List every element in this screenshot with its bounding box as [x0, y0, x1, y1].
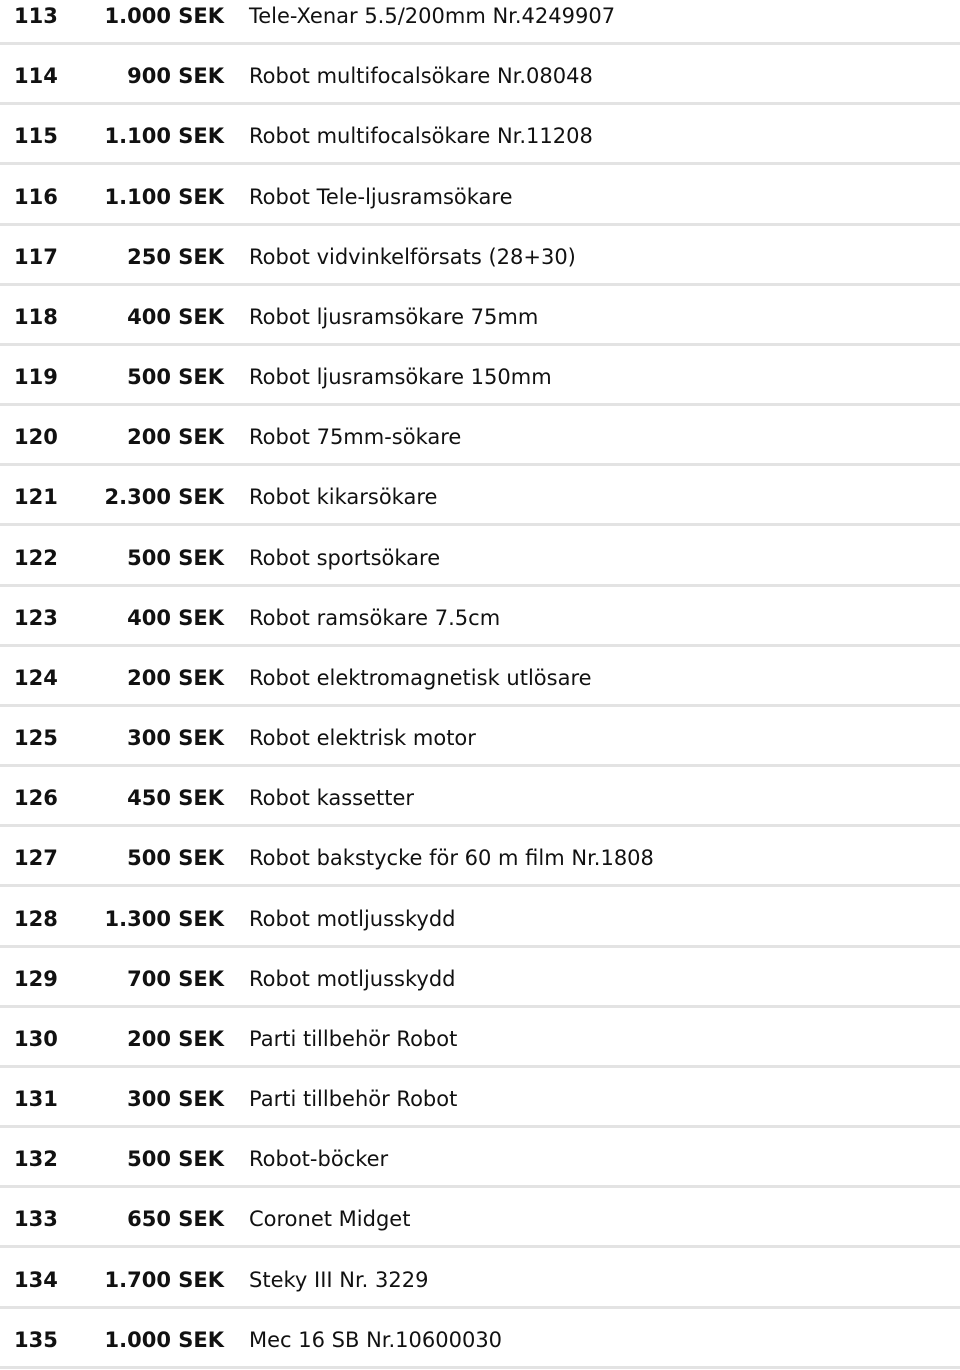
- lot-description: Parti tillbehör Robot: [249, 1087, 458, 1112]
- lot-price: 700 SEK: [127, 966, 224, 991]
- lot-description: Robot multifocalsökare Nr.11208: [249, 124, 593, 149]
- lot-row: [0, 466, 960, 526]
- lot-description: Tele-Xenar 5.5/200mm Nr.4249907: [249, 4, 616, 28]
- lot-row: [0, 707, 960, 767]
- lot-number: 124: [14, 665, 58, 690]
- lot-price: 300 SEK: [127, 726, 224, 751]
- lot-number: 132: [14, 1147, 58, 1172]
- lot-number: 129: [14, 966, 58, 991]
- lot-number: 127: [14, 846, 58, 871]
- lot-description: Robot motljusskydd: [249, 906, 456, 931]
- lot-description: Parti tillbehör Robot: [249, 1026, 458, 1051]
- lot-row: [0, 286, 960, 346]
- lot-row: [0, 948, 960, 1008]
- lot-row: [0, 587, 960, 647]
- lot-description: Mec 16 SB Nr.10600030: [249, 1327, 503, 1352]
- lot-row: [0, 647, 960, 707]
- lot-number: 120: [14, 425, 58, 450]
- lot-number: 114: [14, 64, 58, 89]
- lot-row: [0, 1188, 960, 1248]
- lot-number: 135: [14, 1327, 58, 1352]
- lot-description: Robot multifocalsökare Nr.08048: [249, 64, 593, 89]
- lot-price: 1.700 SEK: [104, 1267, 224, 1292]
- lot-description: Steky III Nr. 3229: [249, 1267, 429, 1292]
- lot-number: 126: [14, 786, 58, 811]
- lot-number: 118: [14, 304, 58, 329]
- lot-price: 450 SEK: [127, 786, 224, 811]
- lot-number: 123: [14, 605, 58, 630]
- lot-row: [0, 1068, 960, 1128]
- lot-price: 200 SEK: [127, 425, 224, 450]
- lot-row: [0, 887, 960, 947]
- lot-number: 121: [14, 485, 58, 510]
- lot-number: 133: [14, 1207, 58, 1232]
- lot-description: Robot vidvinkelförsats (28+30): [249, 244, 576, 269]
- lot-number: 134: [14, 1267, 58, 1292]
- lot-description: Coronet Midget: [249, 1207, 411, 1232]
- lot-row: [0, 1008, 960, 1068]
- lot-price: 400 SEK: [127, 304, 224, 329]
- lot-description: Robot bakstycke för 60 m film Nr.1808: [249, 846, 654, 871]
- lot-row: [0, 1309, 960, 1369]
- lot-description: Robot motljusskydd: [249, 966, 456, 991]
- lot-description: Robot elektrisk motor: [249, 726, 476, 751]
- lot-number: 119: [14, 365, 58, 390]
- lot-row: [0, 0, 960, 45]
- lot-row: [0, 526, 960, 586]
- lot-row: [0, 346, 960, 406]
- lot-price: 200 SEK: [127, 1026, 224, 1051]
- lot-row: [0, 226, 960, 286]
- lot-price: 200 SEK: [127, 665, 224, 690]
- lot-number: 128: [14, 906, 58, 931]
- lot-price: 1.100 SEK: [104, 124, 224, 149]
- lot-price: 2.300 SEK: [104, 485, 224, 510]
- lot-row: [0, 1248, 960, 1308]
- lot-price: 650 SEK: [127, 1207, 224, 1232]
- lot-price: 500 SEK: [127, 365, 224, 390]
- lot-number: 131: [14, 1087, 58, 1112]
- lot-price: 400 SEK: [127, 605, 224, 630]
- lot-price: 500 SEK: [127, 1147, 224, 1172]
- lot-price: 300 SEK: [127, 1087, 224, 1112]
- lot-price: 1.300 SEK: [104, 906, 224, 931]
- lot-description: Robot ramsökare 7.5cm: [249, 605, 501, 630]
- lot-number: 125: [14, 726, 58, 751]
- lot-description: Robot-böcker: [249, 1147, 389, 1172]
- lot-price: 1.000 SEK: [104, 1327, 224, 1352]
- lot-description: Robot 75mm-sökare: [249, 425, 462, 450]
- lot-price: 250 SEK: [127, 244, 224, 269]
- lot-row: [0, 406, 960, 466]
- lot-number: 115: [14, 124, 58, 149]
- lot-row: [0, 827, 960, 887]
- lot-description: Robot Tele-ljusramsökare: [249, 184, 513, 209]
- lot-description: Robot elektromagnetisk utlösare: [249, 665, 592, 690]
- lot-price: 1.100 SEK: [104, 184, 224, 209]
- lot-description: Robot sportsökare: [249, 545, 441, 570]
- lot-row: [0, 767, 960, 827]
- lot-number: 130: [14, 1026, 58, 1051]
- lot-number: 116: [14, 184, 58, 209]
- lot-price: 500 SEK: [127, 846, 224, 871]
- lot-description: Robot kikarsökare: [249, 485, 438, 510]
- lot-number: 113: [14, 4, 58, 28]
- lot-description: Robot ljusramsökare 75mm: [249, 304, 539, 329]
- lot-row: [0, 1128, 960, 1188]
- lot-description: Robot ljusramsökare 150mm: [249, 365, 552, 390]
- lot-price: 1.000 SEK: [104, 4, 224, 28]
- lot-price: 900 SEK: [127, 64, 224, 89]
- lot-number: 117: [14, 244, 58, 269]
- lot-description: Robot kassetter: [249, 786, 415, 811]
- lot-number: 122: [14, 545, 58, 570]
- lot-row: [0, 105, 960, 165]
- lot-price: 500 SEK: [127, 545, 224, 570]
- lot-row: [0, 45, 960, 105]
- lot-row: [0, 165, 960, 225]
